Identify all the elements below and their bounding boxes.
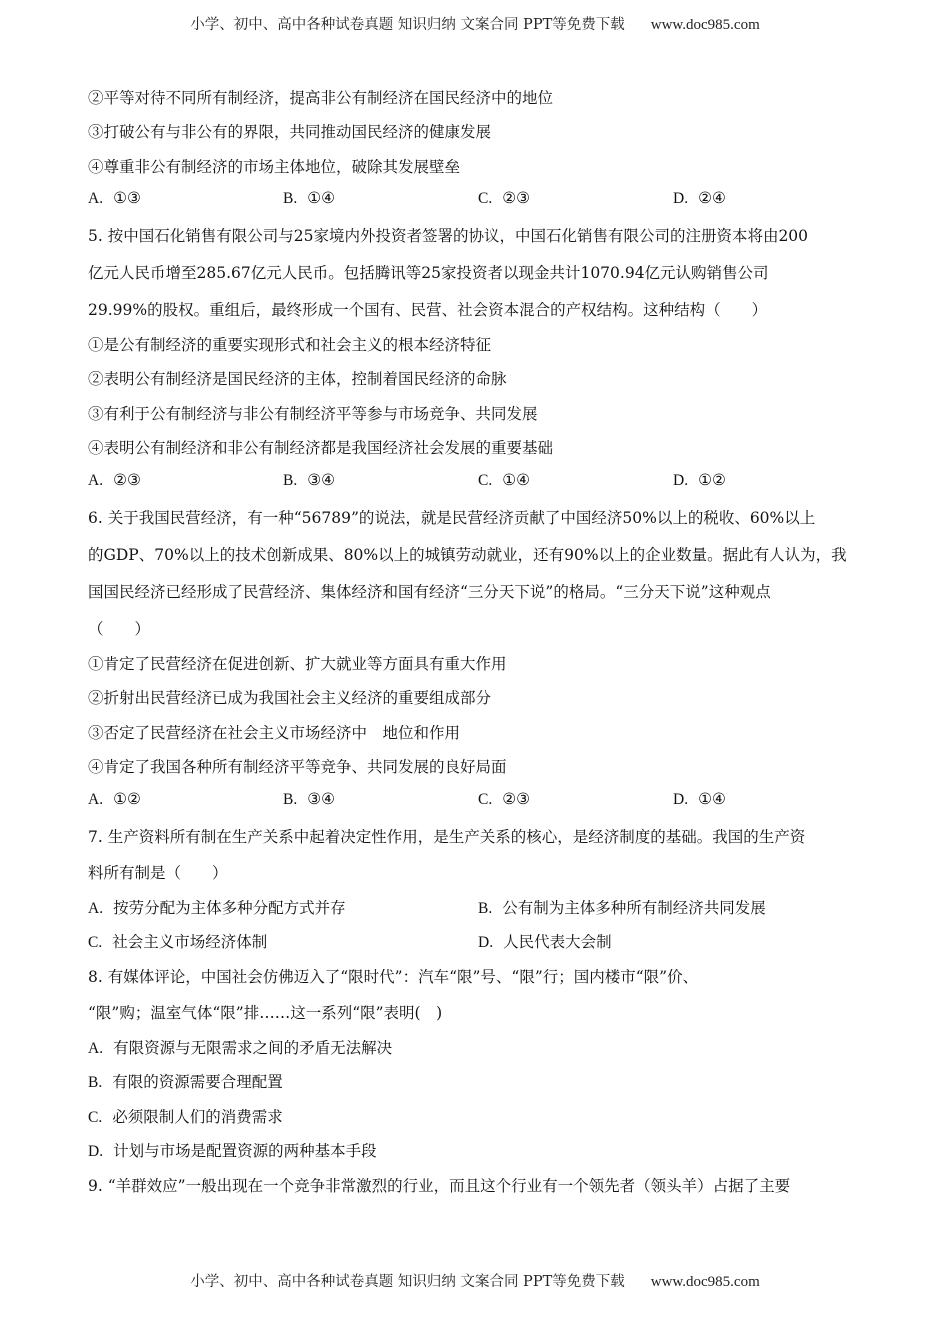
q4-option-c[interactable]: C. ②③ — [478, 189, 531, 207]
question-6 — [88, 506, 868, 825]
q7-option-c[interactable]: C. 社会主义市场经济体制 — [88, 933, 268, 951]
q5-options — [88, 471, 868, 506]
q5-option-d[interactable]: D. ①② — [673, 471, 726, 489]
q4-option-d[interactable]: D. ②④ — [673, 189, 726, 207]
q5-option-c[interactable]: C. ①④ — [478, 471, 531, 489]
q7-stem-line: 料所有制是（ ） — [88, 864, 228, 882]
q7-options-row-1 — [88, 896, 868, 930]
q6-option-a[interactable]: A. ①② — [88, 790, 141, 808]
q5-stem-line: 5. 按中国石化销售有限公司与25家境内外投资者签署的协议，中国石化销售有限公司的注册资本将由200 — [88, 227, 809, 245]
q5-option-a[interactable]: A. ②③ — [88, 471, 141, 489]
header-text: 小学、初中、高中各种试卷真题 知识归纳 文案合同 PPT等免费下载 — [190, 17, 625, 33]
q6-options — [88, 790, 868, 825]
q4-item-3: ③打破公有与非公有的界限，共同推动国民经济的健康发展 — [88, 123, 492, 141]
q6-option-c[interactable]: C. ②③ — [478, 790, 531, 808]
q9-stem-line: 9. “羊群效应”一般出现在一个竞争非常激烈的行业，而且这个行业有一个领先者（领头羊）占据了主要 — [88, 1177, 791, 1195]
q7-option-d[interactable]: D. 人民代表大会制 — [478, 933, 612, 951]
q5-item-1: ①是公有制经济的重要实现形式和社会主义的根本经济特征 — [88, 336, 492, 354]
q4-item-4: ④尊重非公有制经济的市场主体地位，破除其发展壁垒 — [88, 158, 461, 176]
question-8 — [88, 965, 868, 1174]
header-site: www.doc985.com — [650, 17, 760, 33]
q7-stem-line: 7. 生产资料所有制在生产关系中起着决定性作用，是生产关系的核心，是经济制度的基础。我国的生产资 — [88, 828, 806, 846]
page-footer — [0, 1270, 950, 1291]
q6-item-1: ①肯定了民营经济在促进创新、扩大就业等方面具有重大作用 — [88, 655, 507, 673]
q5-item-3: ③有利于公有制经济与非公有制经济平等参与市场竞争、共同发展 — [88, 405, 538, 423]
q6-stem-line: （ ） — [88, 620, 151, 638]
q6-option-d[interactable]: D. ①④ — [673, 790, 726, 808]
q5-stem-line: 29.99%的股权。重组后，最终形成一个国有、民营、社会资本混合的产权结构。这种结构（ ） — [88, 301, 768, 319]
footer-site: www.doc985.com — [650, 1274, 760, 1290]
q8-option-b[interactable]: B. 有限的资源需要合理配置 — [88, 1073, 283, 1091]
q6-stem-line: 国国民经济已经形成了民营经济、集体经济和国有经济“三分天下说”的格局。“三分天下说”这种观点 — [88, 583, 771, 601]
q6-item-3: ③否定了民营经济在社会主义市场经济中 地位和作用 — [88, 724, 461, 742]
question-9 — [88, 1174, 868, 1210]
q4-options — [88, 189, 868, 224]
q8-option-d[interactable]: D. 计划与市场是配置资源的两种基本手段 — [88, 1142, 377, 1160]
page-header — [0, 13, 950, 34]
q5-stem-line: 亿元人民币增至285.67亿元人民币。包括腾讯等25家投资者以现金共计1070.94亿元认购销售公司 — [88, 264, 769, 282]
q5-item-2: ②表明公有制经济是国民经济的主体，控制着国民经济的命脉 — [88, 370, 507, 388]
question-5 — [88, 224, 868, 506]
q4-option-a[interactable]: A. ①③ — [88, 189, 141, 207]
q4-item-2: ②平等对待不同所有制经济，提高非公有制经济在国民经济中的地位 — [88, 89, 554, 107]
q5-option-b[interactable]: B. ③④ — [283, 471, 336, 489]
q7-option-a[interactable]: A. 按劳分配为主体多种分配方式并存 — [88, 899, 346, 917]
q6-option-b[interactable]: B. ③④ — [283, 790, 336, 808]
q7-options-row-2 — [88, 930, 868, 965]
q7-option-b[interactable]: B. 公有制为主体多种所有制经济共同发展 — [478, 899, 766, 917]
footer-text: 小学、初中、高中各种试卷真题 知识归纳 文案合同 PPT等免费下载 — [190, 1274, 625, 1290]
q6-item-4: ④肯定了我国各种所有制经济平等竞争、共同发展的良好局面 — [88, 758, 507, 776]
q4-option-b[interactable]: B. ①④ — [283, 189, 336, 207]
q6-item-2: ②折射出民营经济已成为我国社会主义经济的重要组成部分 — [88, 689, 492, 707]
q6-stem-line: 6. 关于我国民营经济，有一种“56789”的说法，就是民营经济贡献了中国经济50%以上的税收、60%以上 — [88, 509, 816, 527]
exam-content — [88, 86, 868, 1210]
q8-option-c[interactable]: C. 必须限制人们的消费需求 — [88, 1108, 283, 1126]
q8-option-a[interactable]: A. 有限资源与无限需求之间的矛盾无法解决 — [88, 1039, 393, 1057]
question-7 — [88, 825, 868, 965]
q8-stem-line: “限”购；温室气体“限”排……这一系列“限”表明( ) — [88, 1004, 443, 1022]
q5-item-4: ④表明公有制经济和非公有制经济都是我国经济社会发展的重要基础 — [88, 439, 554, 457]
q8-stem-line: 8. 有媒体评论，中国社会仿佛迈入了“限时代”：汽车“限”号、“限”行；国内楼市“限”价、 — [88, 968, 699, 986]
question-4 — [88, 86, 868, 224]
q6-stem-line: 的GDP、70%以上的技术创新成果、80%以上的城镇劳动就业，还有90%以上的企业数量。据此有人认为，我 — [88, 546, 847, 564]
